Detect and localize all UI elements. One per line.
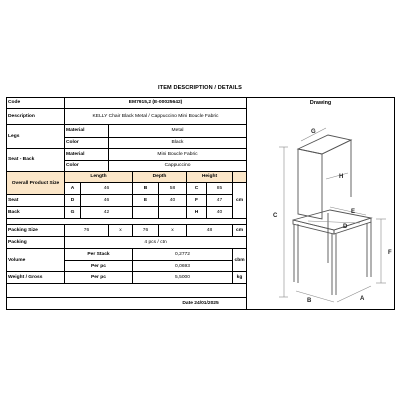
packing-length: 76 bbox=[65, 225, 109, 237]
description-label: Description bbox=[7, 109, 65, 125]
dim-letter-B: B bbox=[307, 297, 312, 304]
dim-value-h: 40 bbox=[207, 207, 233, 219]
weight-label: Weight / Gross bbox=[7, 272, 65, 284]
seat-back-color-value: Cappuccino bbox=[109, 160, 247, 171]
weight-unit: kg bbox=[233, 272, 247, 284]
back-row-label: Back bbox=[7, 207, 65, 219]
packing-value: 4 pcs / ctn bbox=[65, 237, 247, 249]
legs-label: Legs bbox=[7, 125, 65, 149]
dim-letter-C: C bbox=[273, 212, 278, 219]
dim-value-c: 85 bbox=[207, 182, 233, 195]
packing-size-unit: cm bbox=[233, 225, 247, 237]
drawing-panel bbox=[247, 98, 395, 310]
seat-back-material-label: Material bbox=[65, 148, 109, 160]
volume-label: Volume bbox=[7, 249, 65, 272]
legs-color-label: Color bbox=[65, 137, 109, 148]
packing-size-label: Packing Size bbox=[7, 225, 65, 237]
volume-per-stack-label: Per Stack bbox=[65, 249, 133, 261]
volume-per-pc-label: Per pc bbox=[65, 261, 133, 272]
dim-value-a: 46 bbox=[81, 182, 133, 195]
seat-back-label: Seat - Back bbox=[7, 148, 65, 171]
seat-row-label: Seat bbox=[7, 195, 65, 207]
packing-height: 48 bbox=[187, 225, 233, 237]
dim-code-g: G bbox=[65, 207, 81, 219]
dim-value-d: 46 bbox=[81, 195, 133, 207]
packing-label: Packing bbox=[7, 237, 65, 249]
dim-code-e: E bbox=[133, 195, 159, 207]
dim-letter-H: H bbox=[339, 173, 344, 180]
packing-x1: x bbox=[109, 225, 133, 237]
volume-per-pc-value: 0,0693 bbox=[133, 261, 233, 272]
dim-code-h: H bbox=[187, 207, 207, 219]
dim-letter-A: A bbox=[360, 295, 365, 302]
dim-letter-E: E bbox=[351, 208, 356, 215]
chair-drawing bbox=[248, 107, 394, 307]
description-value: KELLY Chair Black Metal / Cappuccino Mini Boucle Fabric bbox=[65, 109, 247, 125]
dim-code-empty bbox=[133, 207, 159, 219]
overall-size-label: Overall Product Size bbox=[7, 171, 65, 195]
sheet-title: ITEM DESCRIPTION / DETAILS bbox=[158, 85, 242, 91]
dim-code-f: F bbox=[187, 195, 207, 207]
header-spacer bbox=[233, 171, 247, 182]
length-header: Length bbox=[65, 171, 133, 182]
item-details-sheet bbox=[6, 97, 394, 318]
volume-per-stack-value: 0,2772 bbox=[133, 249, 233, 261]
dim-code-d: D bbox=[65, 195, 81, 207]
code-value: EM7915,2 (E-00025642) bbox=[65, 98, 247, 109]
dim-value-b: 58 bbox=[159, 182, 187, 195]
dim-letter-D: D bbox=[343, 223, 348, 230]
depth-header: Depth bbox=[133, 171, 187, 182]
dims-unit: cm bbox=[233, 182, 247, 219]
dim-letter-G: G bbox=[311, 128, 316, 135]
details-table bbox=[6, 97, 395, 310]
volume-unit: cbm bbox=[233, 249, 247, 272]
dim-value-e: 40 bbox=[159, 195, 187, 207]
legs-material-label: Material bbox=[65, 125, 109, 138]
dim-value-empty bbox=[159, 207, 187, 219]
weight-per-pc-label: Per pc bbox=[65, 272, 133, 284]
seat-back-color-label: Color bbox=[65, 160, 109, 171]
legs-material-value: Metal bbox=[109, 125, 247, 138]
legs-color-value: Black bbox=[109, 137, 247, 148]
height-header: Height bbox=[187, 171, 233, 182]
dim-value-f: 47 bbox=[207, 195, 233, 207]
seat-back-material-value: Mini Boucle Fabric bbox=[109, 148, 247, 160]
code-label: Code bbox=[7, 98, 65, 109]
bottom-spacer bbox=[7, 284, 247, 298]
drawing-label: Drawing bbox=[309, 100, 332, 106]
weight-per-pc-value: 5,5000 bbox=[133, 272, 233, 284]
packing-width: 76 bbox=[133, 225, 159, 237]
dim-code-a: A bbox=[65, 182, 81, 195]
dim-code-c: C bbox=[187, 182, 207, 195]
packing-x2: x bbox=[159, 225, 187, 237]
dim-letter-F: F bbox=[388, 249, 392, 256]
dim-code-b: B bbox=[133, 182, 159, 195]
dim-value-g: 42 bbox=[81, 207, 133, 219]
document-date: Date 24/01/2025 bbox=[7, 298, 395, 310]
